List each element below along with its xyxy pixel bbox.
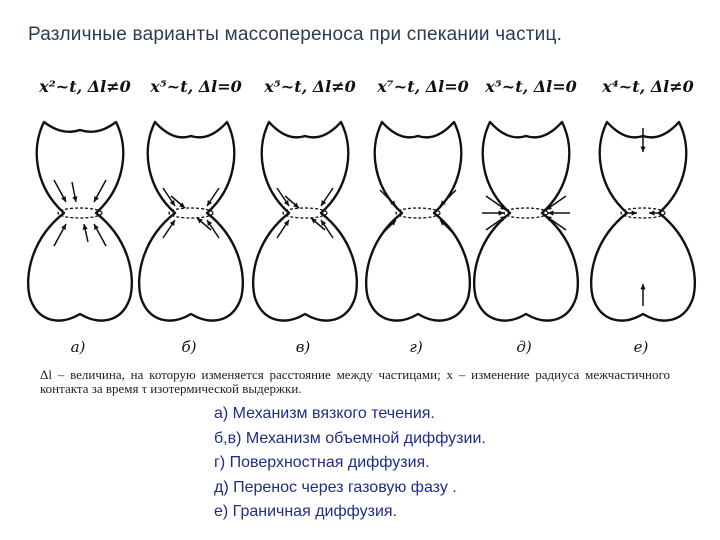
particle-outline: [139, 122, 243, 321]
panel-formula: x⁵~t, Δl=0: [150, 77, 242, 96]
panel-label: в): [295, 338, 311, 356]
flow-arrow-head: [72, 196, 77, 202]
legend-item-e: е) Граничная диффузия.: [214, 503, 397, 520]
panel-3: [253, 77, 357, 356]
panel-label: е): [633, 338, 649, 356]
panel-formula: x⁷~t, Δl=0: [377, 77, 469, 96]
flow-arrow-head: [640, 147, 645, 152]
legend-item-b-v: б,в) Механизм объемной диффузии.: [214, 429, 486, 447]
particle-outline: [366, 122, 470, 321]
legend-item-d: д) Перенос через газовую фазу .: [214, 478, 457, 496]
flow-arrow-head: [83, 224, 88, 230]
panel-2: [139, 77, 243, 356]
panel-formula: x⁵~t, Δl≠0: [264, 77, 356, 96]
panel-formula: x²~t, Δl≠0: [39, 77, 131, 96]
flow-arrow-head: [499, 210, 504, 215]
panel-4: [366, 77, 470, 356]
particle-outline: [474, 122, 578, 321]
legend-list: [214, 402, 486, 525]
flow-arrow-head: [649, 210, 654, 215]
panel-label: б): [181, 338, 197, 356]
panel-label: д): [516, 338, 532, 356]
panel-label: а): [70, 338, 86, 356]
particle-outline: [253, 122, 357, 321]
panel-label: г): [409, 338, 423, 356]
panel-formula: x⁴~t, Δl≠0: [602, 77, 694, 96]
sintering-diagram: [18, 70, 708, 360]
panel-1: [28, 77, 132, 356]
legend-item-g: г) Поверхностная диффузия.: [214, 454, 430, 471]
particle-outline: [28, 122, 132, 321]
panel-5: [474, 77, 578, 356]
panel-formula: x⁵~t, Δl=0: [485, 77, 577, 96]
page-title: Различные варианты массопереноса при спекании частиц.: [28, 24, 563, 45]
flow-arrow-head: [548, 210, 553, 215]
definition-note: Δl – величина, на которую изменяется расстояние между частицами; x – изменение радиуса межчастичного контакта за время τ изотермической выдержки.: [40, 367, 670, 396]
flow-arrow-head: [632, 210, 637, 215]
sintering-diagram-svg: [18, 70, 708, 360]
panel-6: [591, 77, 695, 356]
flow-arrow-head: [640, 284, 645, 289]
legend-item-a: а) Механизм вязкого течения.: [214, 405, 435, 422]
